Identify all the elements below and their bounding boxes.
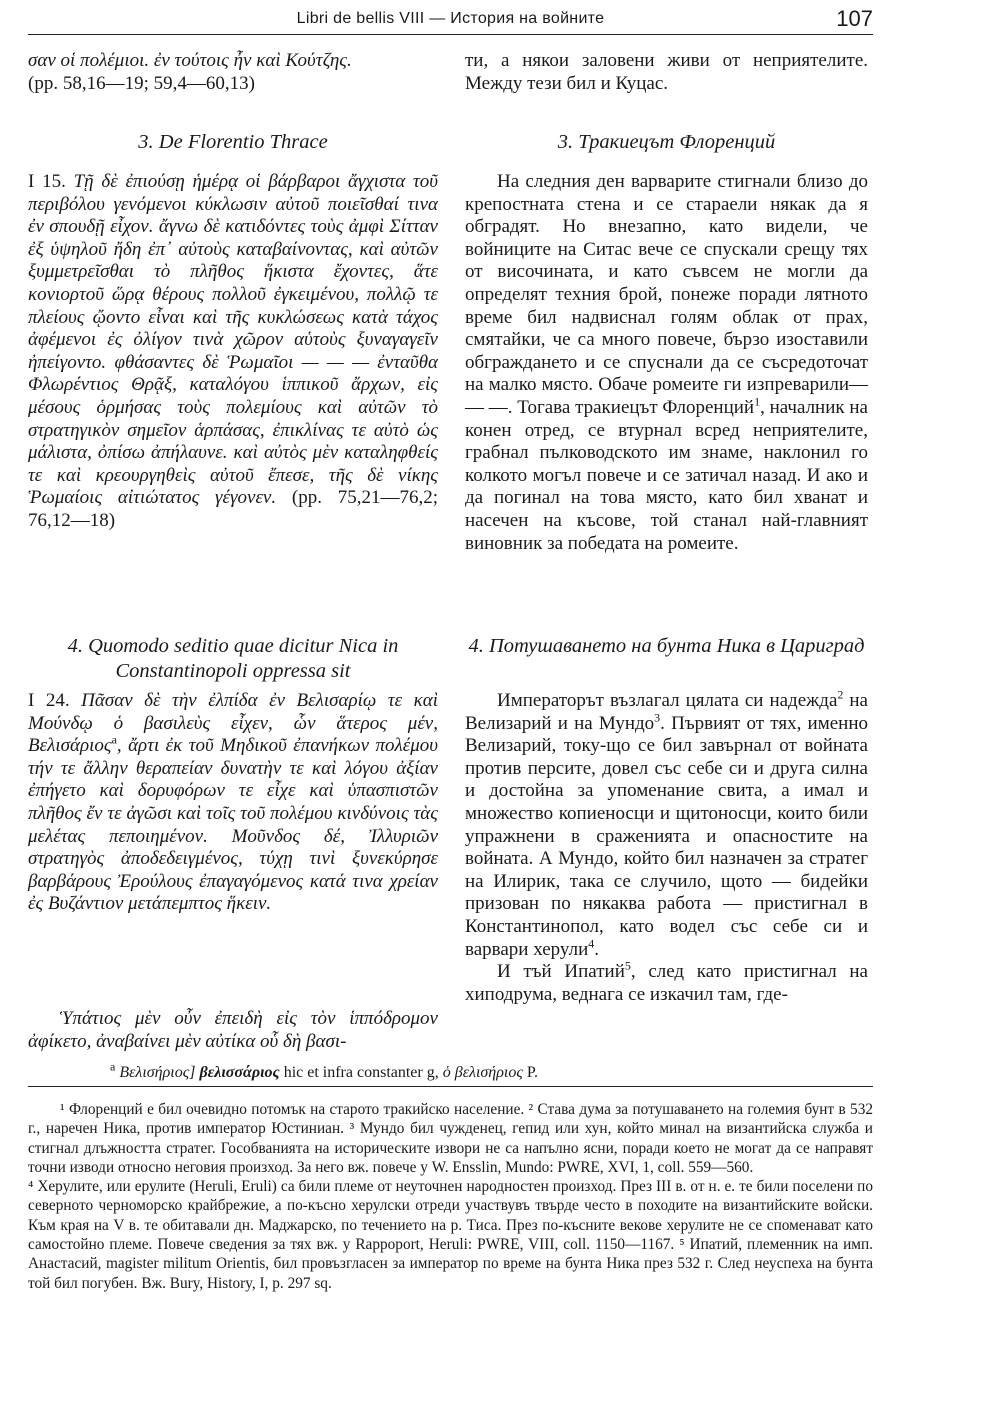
footnotes (28, 1100, 873, 1293)
apparatus-variant-2: ὁ βελισήριος (442, 1064, 523, 1081)
apparatus-mark-label: a (110, 1059, 116, 1074)
section4-label: I 24. (28, 690, 70, 711)
left-section3-heading (28, 130, 438, 155)
section4-greek-text-a: Πᾶσαν δὲ τὴν ἐλπίδα ἐν Βελισαρίῳ τε καὶ Μούνδῳ ὁ βασιλεὺς εἶχεν, ὧν ἅτερος μέν, Βελισάριος (28, 690, 439, 757)
footnote-ref-5: 5 (624, 958, 631, 973)
greek-top-reference: (pp. 58,16—19; 59,4—60,13) (28, 72, 255, 94)
right-section3-heading (465, 130, 868, 155)
apparatus-latin-note: hic et infra constanter g, (283, 1064, 439, 1081)
section3-label: I 15. (28, 171, 66, 192)
running-head (28, 6, 873, 35)
section3-translation-b: , началник на конен отред, се втурнал всред неприятелите, грабнал пълководското им знаме, наклонил го колкото могъл повече и се затичал назад. И ако и да погинал на това място, като бил хванат и насечен на късове, той станал най-главният виновник за победата на ромеите. (465, 396, 868, 554)
section3-translation-a: На следния ден варварите стигнали близо до крепостната стена и се старaели някак да я обградят. Но внезапно, като видели, че войниците на Ситас вече се спускали срещу тях от височината, и като съвсем не могли да определят техния брой, понеже поради лятното време бил надвиснал голям облак от прах, смятайки, че са много повече, бързо изоставили обграждането и се спуснали да се съсредоточат на малко място. Обаче ромеите ги изпреварили— — —. Тогава тракиецът Флоренций (465, 171, 868, 418)
left-section3-body (28, 171, 438, 533)
footnote-1-3: ¹ Флоренций е бил очевидно потомък на старото тракийско население. ² Става дума за потушаването на големия бунт в 532 г., наречен Ника, против император Юстиниан. ³ Мундо бил чужденец, гепид или хун, който минал на византийска служба и стигнал длъжността стратег. Гособванията на историческите извори не са напълно ясни, поради което не могат да се направят точни изводи относно неговия произход. За него вж. повече у W. Ensslin, Mundo: PWRE, XVI, 1, coll. 559—560. (28, 1101, 873, 1176)
section3-greek-text: Τῇ δὲ ἐπιούσῃ ἡμέρᾳ οἱ βάρβαροι ἄγχιστα τοῦ περιβόλου γενόμενοι κύκλωσιν αὐτοῦ ποιεῖσθαί τινα ἐν σπουδῇ εἶχον. ἄγνω δὲ κατιδόντες τοὺς ἀμφὶ Σίτταν ἐξ ὑψηλοῦ ἤδη ἐπ᾽ αὐτοὺς καταβαίνοντας, καὶ αὐτῶν ξυμμετρεῖσθαι τὸ πλῆθος ἥκιστα ἔχοντες, ἅτε κονιορτοῦ ὥρᾳ θέρους πολλοῦ ἐγκειμένου, πολλῷ τε πλείους ᾤοντο εἶναι καὶ τῆς κυκλώσεως κατὰ τάχος ἀφέμενοι ἐς ὀλίγον τινὰ χῶρον αὑτοὺς ξυναγαγεῖν ἠπείγοντο. φθάσαντες δὲ Ῥωμαῖοι — — — ἐνταῦθα Φλωρέντιος Θρᾷξ, καταλόγου ἱππικοῦ ἄρχων, εἰς μέσους ὁρμήσας τοὺς πολεμίους καὶ αὐτῶν τὸ στρατηγικὸν σημεῖον ἁρπάσας, ἐπικλίνας τε αὐτὸ ὡς μάλιστα, ὀπίσω ἀπήλαυνε. καὶ αὐτὸς μὲν καταληφθείς τε καὶ κρεουργηθεὶς αὐτοῦ ἔπεσε, τῆς δὲ νίκης Ῥωμαίοις αἰτιώτατος γέγονεν. (28, 171, 439, 509)
section4-title-bulgarian: 4. Потушаването на бунта Ника в Цариград (468, 635, 865, 657)
translation-top-text: ти, а някои заловени живи от неприятелите. Между тези бил и Куцас. (465, 50, 868, 94)
page-number: 107 (836, 6, 873, 31)
left-section4-continuation (28, 1008, 438, 1053)
apparatus-mark: a (111, 732, 117, 747)
right-section4-heading (465, 634, 868, 659)
section4-greek-text-c: Ὑπάτιος μὲν οὖν ἐπειδὴ εἰς τὸν ἱππόδρομον ἀφίκετο, ἀναβαίνει μὲν αὐτίκα οὗ δὴ βασι- (28, 1008, 438, 1052)
running-head-title: Libri de bellis VIII — История на войните (296, 10, 605, 27)
section4-p2-translation-b: , след като пристигнал на хиподрума, веднага се изкачил там, где- (465, 961, 868, 1005)
section3-title-bulgarian: 3. Тракиецът Флоренций (557, 131, 776, 153)
left-section4-heading (28, 634, 438, 684)
apparatus-variant-1: βελισσάριος (199, 1064, 280, 1081)
left-top-block (28, 50, 438, 95)
greek-top-line: σαν οἱ πολέμιοι. ἐν τούτοις ἦν καὶ Κούτζης. (28, 50, 352, 71)
section4-translation-a: Императорът възлагал цялата си надежда (497, 690, 838, 711)
apparatus-siglum: P. (526, 1064, 538, 1081)
section4-greek-text-b: , ἄρτι ἐκ τοῦ Μηδικοῦ ἐπανήκων πολέμου τήν τε ἄλλην θεραπείαν δυνατὴν τε καὶ λόγου ἀξίαν ἐπήγετο καὶ δορυφόρων τε εἶχε καὶ ὑπασπιστῶν πλῆθος ἔν τε ἀγῶσι καὶ τοῖς τοῦ πολέμου κινδύνοις τὰς μελέτας πεποιημένον. Μοῦνδος δέ, Ἰλλυριῶν στρατηγὸς ἀποδεδειγμένος, τύχῃ τινὶ ξυνεκύρησε βαρβάρους Ἐρούλους ἐπαγαγόμενος κατά τινα χρείαν ἐς Βυζάντιον μετάπεμπτος ἥκειν. (28, 735, 438, 915)
footnote-ref-2: 2 (837, 687, 844, 702)
footnote-ref-4: 4 (588, 936, 595, 951)
section4-title-latin: 4. Quomodo seditio quae dicitur Nica in Constantinopoli oppressa sit (67, 635, 399, 682)
section4-p2-translation-a: И тъй Ипатий (497, 961, 625, 983)
footnote-4-5: ⁴ Херулите, или ерулите (Heruli, Eruli) са били племе от неуточнен народностен произход. През III в. от н. е. те били поселени по северното черноморско крайбрежие, а по-късно херулски отреди участвувъ твърде често в походите на византийските войски. Към края на V в. те обитавали дн. Маджарско, по течението на р. Тиса. През по-късните векове херулите не се споменават като самостойно племе. Повече сведения за тях вж. у Rappoport, Heruli: PWRE, VIII, coll. 1150—1167. ⁵ Ипатий, племенник на имп. Анастасий, magister militum Orientis, бил провъзгласен за император по време на бунта Ника през 532 г. След неуспеха на бунта той бил погубен. Вж. Bury, History, I, p. 297 sq. (28, 1178, 873, 1292)
section3-title-latin: 3. De Florentio Thrace (138, 131, 328, 153)
right-top-block (465, 50, 868, 95)
section4-translation-b: на Велизарий и на Мундо (465, 690, 868, 734)
left-section4-body (28, 690, 438, 916)
critical-apparatus (28, 1058, 873, 1087)
right-section3-body (465, 171, 868, 555)
footnote-ref-3: 3 (654, 710, 661, 725)
section3-reference: (pp. 75,21—76,2; 76,12—18) (28, 487, 439, 531)
footnote-ref-1: 1 (754, 394, 761, 409)
apparatus-lemma: Βελισήριος] (119, 1064, 196, 1081)
section4-translation-c: . Първият от тях, именно Велизарий, току-що се бил завърнал от войната против персите, довел със себе си и друга силна и достойна за упоменание свита, а имал и множество копиеносци и щитоносци, които били упражнени в сраженията и опасностите на войната. А Мундо, който бил назначен за стратег на Илирик, така се случило, щото — бидейки призован по някаква работа — пристигнал в Константинопол, като водел със себе си и варвари херули (465, 712, 868, 960)
right-section4-body (465, 687, 868, 1006)
section4-translation-d: . (594, 938, 599, 960)
